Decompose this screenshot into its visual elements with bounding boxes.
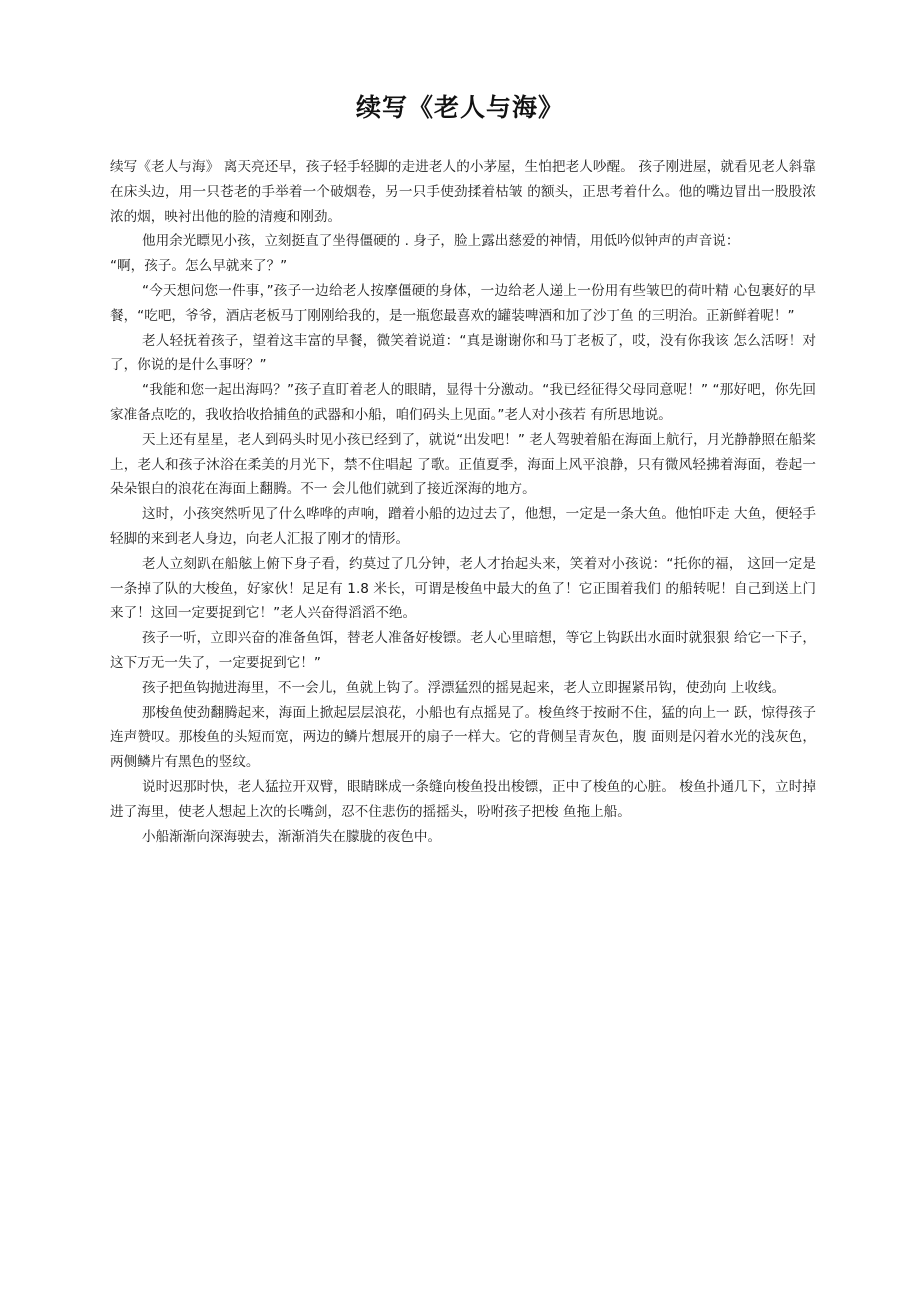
paragraph-14: 小船渐渐向深海驶去，渐渐消失在朦胧的夜色中。 bbox=[142, 828, 442, 845]
paragraph-9: 老人立刻趴在船舷上俯下身子看，约莫过了几分钟，老人才抬起头来，笑着对小孩说：“托你的福， 这回一定是一条掉了队的大梭鱼，好家伙！足足有 1.8 米长，可谓是梭鱼中最大的鱼了！它正围着我们 的船转呢！自己到送上门来了！这回一定要捉到它！”老人兴奋得滔滔不绝。 bbox=[110, 555, 816, 622]
paragraph-7: 天上还有星星，老人到码头时见小孩已经到了，就说“出发吧！” 老人驾驶着船在海面上航行，月光静静照在船桨上，老人和孩子沐浴在柔美的月光下，禁不住唱起 了歌。正值夏季，海面上风平浪静，只有微风轻拂着海面，卷起一朵朵银白的浪花在海面上翻腾。不一 会儿他们就到了接近深海的地方。 bbox=[110, 431, 816, 498]
paragraph-12: 那梭鱼使劲翻腾起来，海面上掀起层层浪花，小船也有点摇晃了。梭鱼终于按耐不住，猛的向上一 跃，惊得孩子连声赞叹。那梭鱼的头短而宽，两边的鳞片想展开的扇子一样大。它的背侧呈青灰色，腹 面则是闪着水光的浅灰色，两侧鳞片有黑色的竖纹。 bbox=[110, 704, 816, 771]
paragraph-1: 续写《老人与海》 离天亮还早，孩子轻手轻脚的走进老人的小茅屋，生怕把老人吵醒。 孩子刚进屋，就看见老人斜靠在床头边，用一只苍老的手举着一个破烟卷，另一只手使劲揉着枯皱 的额头，正思考着什么。他的嘴边冒出一股股浓浓的烟，映衬出他的脸的清瘦和刚劲。 bbox=[110, 159, 816, 225]
article-body bbox=[110, 155, 816, 849]
paragraph-4: “今天想问您一件事，”孩子一边给老人按摩僵硬的身体，一边给老人递上一份用有些皱巴的荷叶精 心包裹好的早餐，“吃吧，爷爷，酒店老板马丁刚刚给我的，是一瓶您最喜欢的罐装啤酒和加了沙丁鱼 的三明治。正新鲜着呢！” bbox=[110, 282, 816, 324]
paragraph-3: “啊，孩子。怎么早就来了？” bbox=[110, 258, 288, 275]
paragraph-5: 老人轻抚着孩子，望着这丰富的早餐，微笑着说道：“真是谢谢你和马丁老板了，哎，没有你我该 怎么活呀！对了，你说的是什么事呀？” bbox=[110, 332, 816, 374]
page-title: 续写《老人与海》 bbox=[355, 93, 564, 122]
paragraph-11: 孩子把鱼钩抛进海里，不一会儿，鱼就上钩了。浮漂猛烈的摇晃起来，老人立即握紧吊钩，使劲向 上收线。 bbox=[142, 679, 786, 696]
paragraph-6: “我能和您一起出海吗？”孩子直盯着老人的眼睛，显得十分激动。“我已经征得父母同意呢！” “那好吧，你先回家准备点吃的，我收拾收拾捕鱼的武器和小船，咱们码头上见面。”老人对小孩若 有所思地说。 bbox=[110, 382, 816, 423]
paragraph-2: 他用余光瞟见小孩，立刻挺直了坐得僵硬的 . 身子，脸上露出慈爱的神情，用低吟似钟声的声音说： bbox=[142, 233, 740, 250]
paragraph-10: 孩子一听，立即兴奋的准备鱼饵，替老人准备好梭镖。老人心里暗想，等它上钩跃出水面时就狠狠 给它一下子，这下万无一失了，一定要捉到它！” bbox=[110, 630, 816, 671]
paragraph-13: 说时迟那时快，老人猛拉开双臂，眼睛眯成一条缝向梭鱼投出梭镖，正中了梭鱼的心脏。 梭鱼扑通几下，立时掉进了海里，使老人想起上次的长嘴剑，忍不住悲伤的摇摇头，吩咐孩子把梭 鱼拖上船。 bbox=[110, 778, 816, 820]
paragraph-8: 这时，小孩突然听见了什么哗哗的声响，蹭着小船的边过去了，他想，一定是一条大鱼。他怕吓走 大鱼，便轻手轻脚的来到老人身边，向老人汇报了刚才的情形。 bbox=[110, 506, 816, 547]
